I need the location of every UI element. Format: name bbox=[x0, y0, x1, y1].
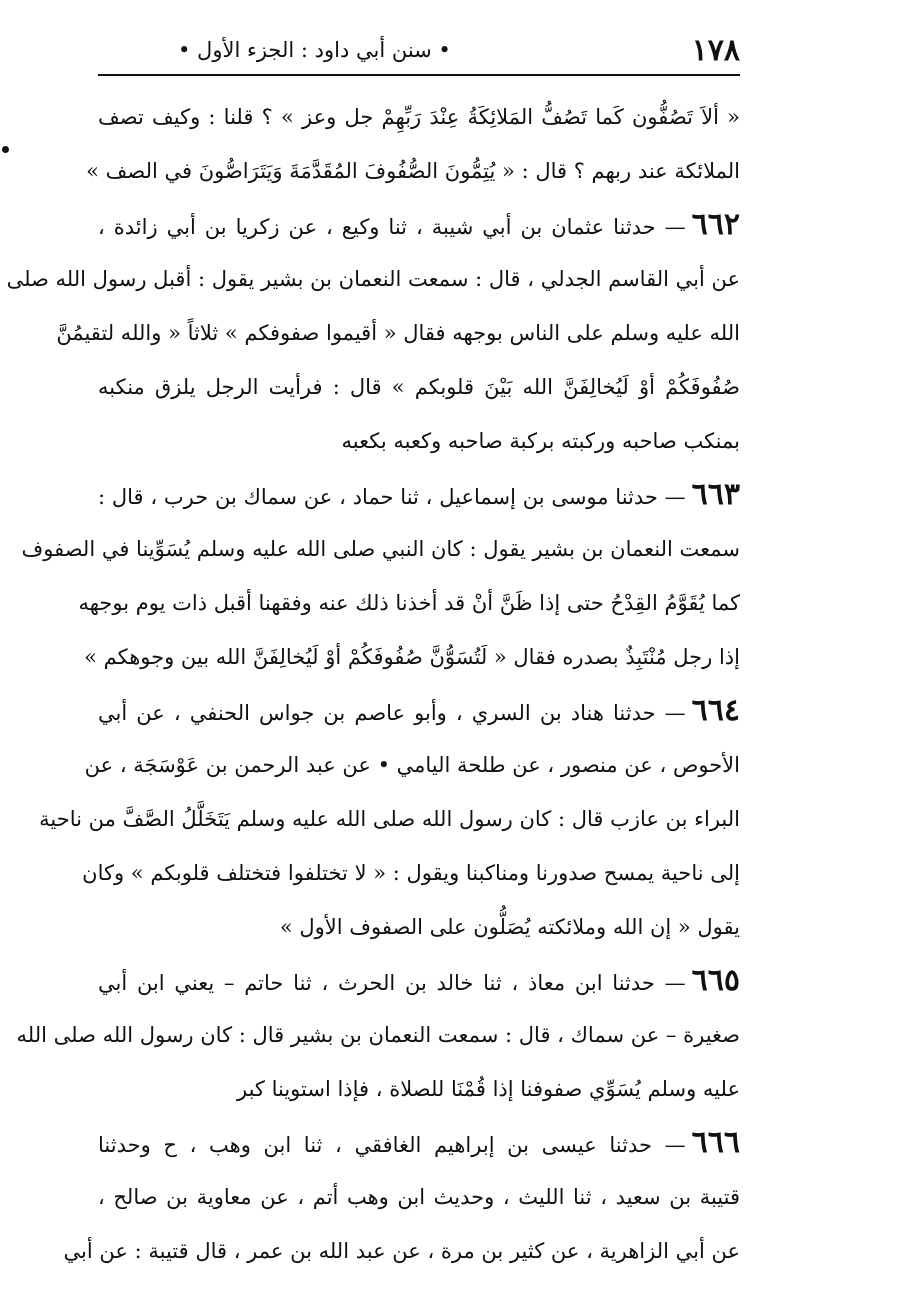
text-line bbox=[98, 90, 740, 144]
text-line bbox=[21, 522, 740, 576]
text-line bbox=[39, 792, 740, 846]
margin-dot bbox=[2, 146, 9, 153]
line-text: قتيبة بن سعيد ، ثنا الليث ، وحديث ابن وهب أتم ، عن معاوية بن صالح ، bbox=[98, 1185, 740, 1209]
line-text: البراء بن عازب قال : كان رسول الله صلى الله عليه وسلم يَتَخَلَّلُ الصَّفَّ من ناحية bbox=[39, 807, 740, 831]
text-line bbox=[84, 630, 740, 684]
text-line bbox=[98, 414, 740, 468]
header-rule bbox=[98, 74, 740, 76]
text-line bbox=[98, 1062, 740, 1116]
hadith-number: ٦٦٢ bbox=[691, 207, 740, 242]
line-text: صغيرة – عن سماك ، قال : سمعت النعمان بن بشير قال : كان رسول الله صلى الله bbox=[16, 1023, 740, 1047]
line-text: عن أبي الزاهرية ، عن كثير بن مرة ، عن عبد الله بن عمر ، قال قتيبة : عن أبي bbox=[63, 1239, 740, 1263]
line-text: عن أبي القاسم الجدلي ، قال : سمعت النعمان بن بشير يقول : أقبل رسول الله صلى bbox=[6, 267, 740, 291]
line-text: عليه وسلم يُسَوِّي صفوفنا إذا قُمْنَا للصلاة ، فإذا استوينا كبر bbox=[237, 1077, 740, 1101]
line-text: الملائكة عند ربهم ؟ قال : « يُتِمُّونَ الصُّفُوفَ المُقَدَّمَةَ وَيَتَرَاصُّونَ في الصف » bbox=[86, 159, 740, 183]
line-text: — حدثنا هناد بن السري ، وأبو عاصم بن جواس الحنفي ، عن أبي bbox=[98, 701, 686, 725]
book-page bbox=[6, 28, 740, 1278]
line-text: إذا رجل مُنْتَبِذٌ بصدره فقال « لَتُسَوُّنَّ صُفُوفَكُمْ أوْ لَيُخالِفَنَّ الله بين وجوهكم » bbox=[84, 645, 740, 669]
text-line bbox=[16, 1008, 740, 1062]
line-text: « ألاَ تَصُفُّون كَما تَصُفُّ المَلائِكَةُ عِنْدَ رَبِّهِمْ جل وعز » ؟ قلنا : وكيف تصف bbox=[98, 105, 740, 129]
hadith-number: ٦٦٥ bbox=[691, 963, 740, 998]
hadith-number: ٦٦٤ bbox=[691, 693, 740, 728]
text-line bbox=[86, 144, 740, 198]
text-line bbox=[84, 738, 740, 792]
line-text: الأحوص ، عن منصور ، عن طلحة اليامي • عن عبد الرحمن بن عَوْسَجَة ، عن bbox=[84, 753, 740, 777]
line-text: إلى ناحية يمسح صدورنا ومناكبنا ويقول : « لا تختلفوا فتختلف قلوبكم » وكان bbox=[82, 861, 740, 885]
text-line bbox=[6, 252, 740, 306]
line-text: صُفُوفَكُمْ أوْ لَيُخالِفَنَّ الله بَيْنَ قلوبكم » قال : فرأيت الرجل يلزق منكبه bbox=[98, 375, 740, 399]
line-text: يقول « إن الله وملائكته يُصَلُّون على الصفوف الأول » bbox=[279, 915, 740, 939]
line-text: — حدثنا ابن معاذ ، ثنا خالد بن الحرث ، ثنا حاتم – يعني ابن أبي bbox=[98, 971, 686, 995]
text-line bbox=[98, 1170, 740, 1224]
line-text: — حدثنا موسى بن إسماعيل ، ثنا حماد ، عن سماك بن حرب ، قال : bbox=[98, 485, 686, 509]
text-line bbox=[56, 306, 740, 360]
hadith-start-line bbox=[98, 468, 740, 522]
text-line bbox=[82, 846, 740, 900]
line-text: الله عليه وسلم على الناس بوجهه فقال « أقيموا صفوفكم » ثلاثاً « والله لتقيمُنَّ bbox=[56, 321, 740, 345]
hadith-text-body bbox=[6, 90, 740, 1278]
hadith-start-line bbox=[98, 198, 740, 252]
line-text: بمنكب صاحبه وركبته بركبة صاحبه وكعبه بكعبه bbox=[341, 429, 740, 453]
line-text: — حدثنا عثمان بن أبي شيبة ، ثنا وكيع ، عن زكريا بن أبي زائدة ، bbox=[98, 215, 686, 239]
page-number: ١٧٨ bbox=[691, 32, 740, 68]
hadith-start-line bbox=[98, 954, 740, 1008]
text-line bbox=[98, 900, 740, 954]
running-title: • سنن أبي داود : الجزء الأول • bbox=[178, 38, 451, 62]
line-text: سمعت النعمان بن بشير يقول : كان النبي صلى الله عليه وسلم يُسَوِّينا في الصفوف bbox=[21, 537, 740, 561]
line-text: — حدثنا عيسى بن إبراهيم الغافقي ، ثنا ابن وهب ، ح وحدثنا bbox=[98, 1133, 686, 1157]
hadith-start-line bbox=[98, 684, 740, 738]
text-line bbox=[63, 1224, 740, 1278]
text-line bbox=[78, 576, 740, 630]
hadith-number: ٦٦٦ bbox=[691, 1125, 740, 1160]
text-line bbox=[98, 360, 740, 414]
hadith-number: ٦٦٣ bbox=[691, 477, 740, 512]
line-text: كما يُقَوَّمُ القِدْحُ حتى إذا ظَنَّ أنْ قد أخذنا ذلك عنه وفقهنا أقبل ذات يوم بوجهه bbox=[78, 591, 740, 615]
page-header bbox=[98, 28, 740, 72]
hadith-start-line bbox=[98, 1116, 740, 1170]
